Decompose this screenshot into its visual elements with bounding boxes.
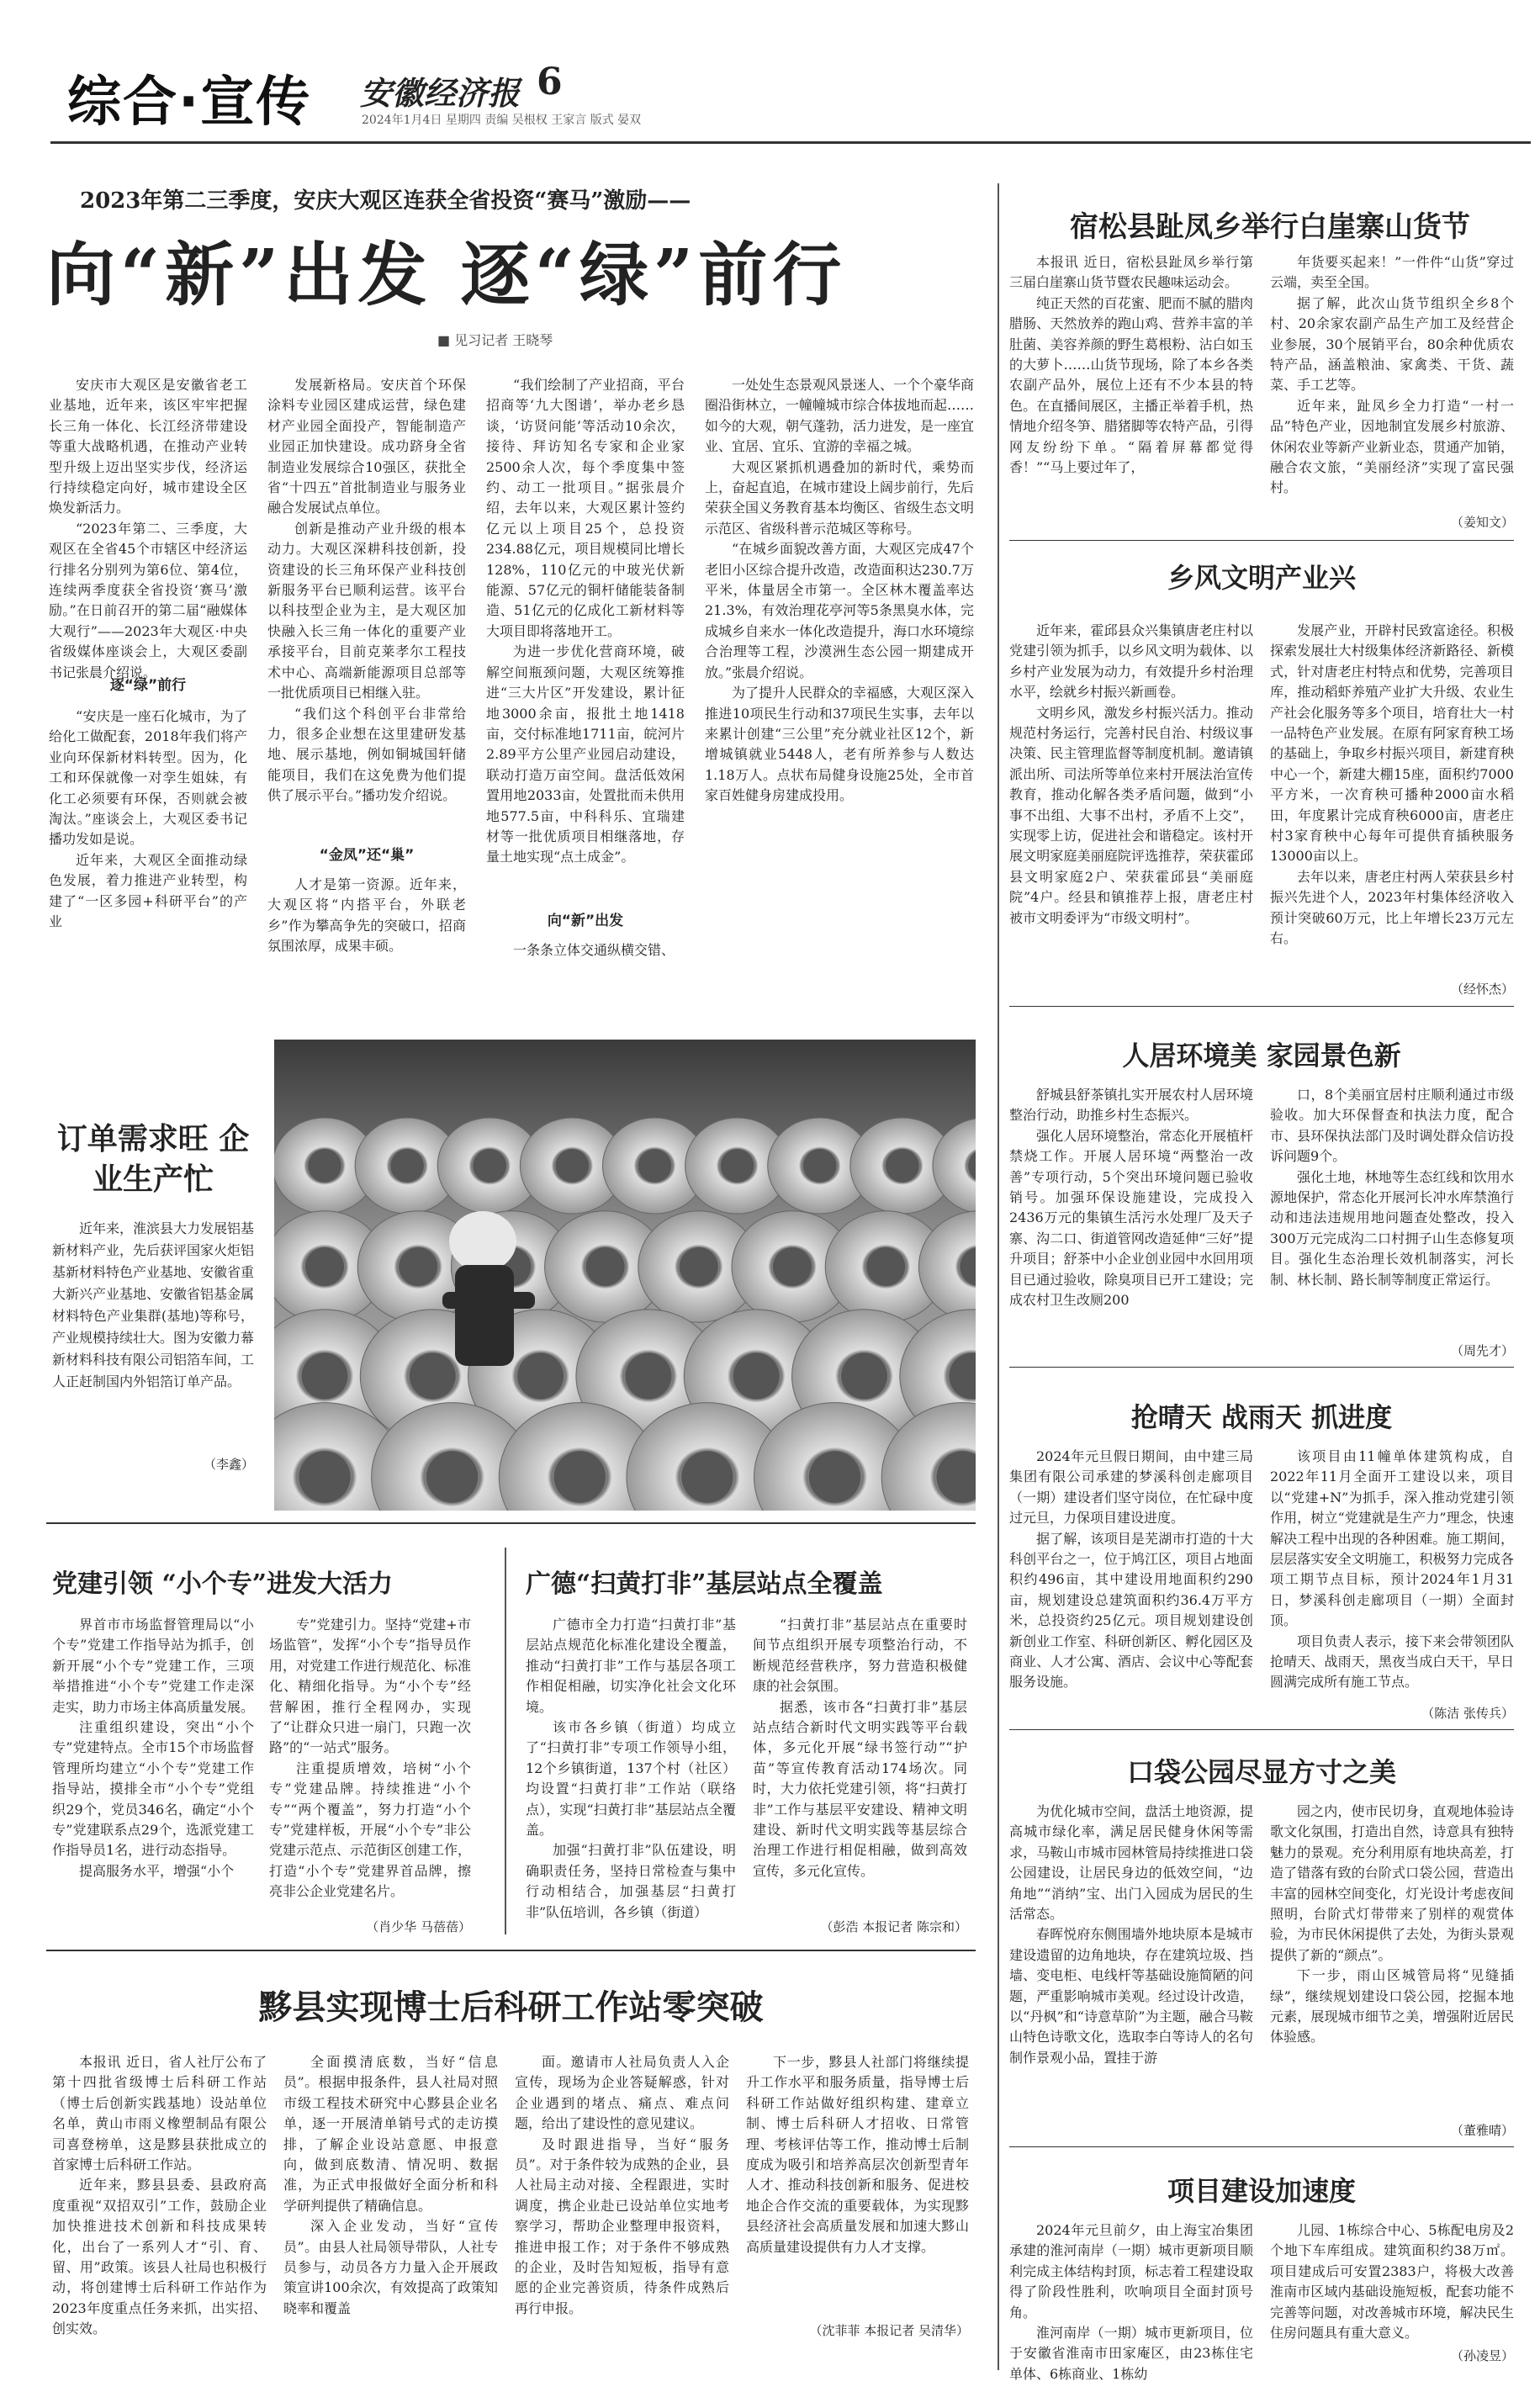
coil-core <box>305 1247 344 1286</box>
lead-col3b: 一条条立体交通纵横交错、 <box>513 942 675 958</box>
r6-col1: 2024年元旦前夕，由上海宝冶集团承建的淮河南岸（一期）城市更新项目顺利完成主体结构封顶，标志着工程建设取得了阶段性胜利，吹响项目全面封顶号角。 淮河南岸（一期）城市更新项目，位于安徽省淮南市田家庵区，由23栋住宅单体、6栋商业、1栋幼 <box>1009 2222 1253 2382</box>
r2-title: 乡风文明产业兴 <box>1167 562 1356 594</box>
coil-core <box>308 1149 341 1183</box>
r1-col2: 年货要买起来！”一件件“山货”穿过云端，卖至全国。 据了解，此次山货节组织全乡8个村、20余家农副产品生产加工及经营企业参展，30个展销平台，80余种优质农特产品，涵盖粮油、家禽类、干货、蔬菜、手工艺等。 近年来，趾凤乡全力打造“一村一品”特色产业，因地制宜发展乡村旅游、休闲农业等新产业新业态，贯通产加销，融合农文旅，“美丽经济”实现了富民强村。 <box>1270 254 1514 496</box>
lead-title: 向“新”出发 逐“绿”前行 <box>46 235 847 315</box>
photo-byline: （李鑫） <box>203 1457 254 1472</box>
r3-col1: 舒城县舒茶镇扎实开展农村人居环境整治行动，助推乡村生态振兴。 强化人居环境整治，常态化开展植杆禁烧工作。开展人居环境“两整治一改善”专项行动，5个突出环境问题已验收销号。加强环保设施建设，完成投入2436万元的集镇生活污水处理厂及天子寨、沟二口、街道管网改造延伸“三好”提升项目；舒茶中小企业创业园中水回用项目已通过验收，除臭项目已开工建设；完成农村卫生改厕200 <box>1009 1087 1253 1309</box>
coil-core <box>473 1149 506 1183</box>
masthead-rule <box>50 141 1531 144</box>
dateline: 2024年1月4日 星期四 责编 吴根权 王家言 版式 晏双 <box>362 114 642 127</box>
coil-core <box>803 1149 837 1183</box>
r5-col2: 园之内，使市民切身，直观地体验诗歌文化氛围，打造出自然，诗意具有独特魅力的景观。充分利用原有地块高差，打造了错落有致的台阶式口袋公园，营造出丰富的园林空间变化，灯光设计考虑夜间照明，台阶式灯带带来了别样的观赏体验，为市民休闲提供了去处，为街头景观提供了新的“颜点”。 下一步，雨山区城管局将“见缝插绿”，继续规划建设口袋公园，挖掘本地元素，展现城市细节之美，增强附近居民体验感。 <box>1270 1803 1514 2045</box>
lead-sub1: 逐“绿”前行 <box>109 677 187 694</box>
coil-core <box>586 1247 625 1286</box>
page-number: 6 <box>537 61 563 103</box>
r1-title: 宿松县趾凤乡举行白崖寨山货节 <box>1070 210 1470 244</box>
coil-core <box>410 1352 456 1399</box>
coil-core <box>886 1149 919 1183</box>
coil-core <box>554 1451 606 1502</box>
b1-col2: 专”党建引力。坚持“党建+市场监管”，发挥“小个专”指导员作用，对党建工作进行规范化、标准化、精细化指导。为“小个专”经营解困，推行全程网办，实现了“让群众只进一扇门，只跑一次路”的“一站式”服务。 注重提质增效，培树“小个专”党建品牌。持续推进“小个专”“两个覆盖”，努力打造“小个专”党建样板，开展“小个专”非公党建示范点、示范街区创建工作，打造“小个专”党建界首品牌，擦亮非公企业党建名片。 <box>269 1617 472 1900</box>
coil-core <box>556 1149 590 1183</box>
lead-byline: ■ 见习记者 王晓琴 <box>437 332 553 348</box>
coil-core <box>733 1352 780 1399</box>
right-divider <box>998 183 999 2370</box>
r1-col1: 本报讯 近日，宿松县趾凤乡举行第三届白崖寨山货节暨农民趣味运动会。 纯正天然的百花蜜、肥而不腻的腊肉腊肠、天然放养的跑山鸡、营养丰富的羊肚菌、美容养颜的野生葛根粉、沾白如玉的大萝卜……山货节现场，除了本乡各类农副产品外，展位上还有不少本县的特色。在直播间展区，主播正举着手机，热情地介绍冬笋、腊猪脚等农特产品，引得网友纷纷下单。“隔着屏幕都觉得香！”“马上要过年了， <box>1009 254 1253 476</box>
r2-rule <box>1009 1006 1514 1007</box>
lead-sub3: 向“新”出发 <box>547 913 624 929</box>
r2-col2: 发展产业，开辟村民致富途径。积极探索发展壮大村级集体经济新路径、新模式，针对唐老庄村特点和优势，完善项目库，推动稻虾养殖产业扩大升级、农业生产社会化服务等多个项目，培育壮大一村一品特色产业发展。在原有阿家育秧工场的基础上，争取乡村振兴项目，新建育秧中心一个，新建大棚15座，面积约7000平方米，一次育秧可播种2000亩水稻田，年度累计完成育秧6000亩，唐老庄村3家育秧中心每年可提供育插秧服务13000亩以上。 去年以来，唐老庄村两人荣获县乡村振兴先进个人，2023年村集体经济收入预计突破60万元，比上年增长23万元左右。 <box>1270 622 1514 947</box>
photo-caption: 近年来，淮滨县大力发展铝基新材料产业，先后获评国家火炬铝基新材料特色产业基地、安徽省重大新兴产业基地、安徽省铝基金属材料特色产业集群(基地)等称号，产业规模持续壮大。图为安徽力幕新材料科技有限公司铝箔车间，工人正赶制国内外铝箔订单产品。 <box>52 1220 255 1389</box>
lead-col2b: 人才是第一资源。近年来，大观区将“内搭平台，外联老乡”作为攀高争先的突破口，招商氛围浓厚，成果丰硕。 <box>267 876 466 955</box>
b1-title: 党建引领 “小个专”进发大活力 <box>52 1569 393 1599</box>
coil-core <box>773 1247 812 1286</box>
bottom-rule-mid <box>46 1950 976 1951</box>
b3-byline: （沈菲菲 本报记者 吴清华） <box>809 2323 969 2338</box>
paper-name: 安徽经济报 <box>360 74 521 112</box>
r3-byline: （周先才） <box>1450 1343 1514 1358</box>
r4-byline: （陈洁 张传兵） <box>1421 1706 1514 1721</box>
coil-core <box>680 1247 718 1286</box>
lead-col3: “我们绘制了产业招商，平台招商等‘九大图谱’，举办老乡恳谈，‘访贤问能’等活动10余次，接待、拜访知名专家和企业家2500余人次，每个季度集中签约、动工一批项目。”据张晨介绍，去年以来，大观区累计签约亿元以上项目25个，总投资234.88亿元，项目规模同比增长128%，110亿元的中玻光伏新能源、57亿元的铜杆储能装备制造、51亿元的亿成化工新材料等大项目即将落地开工。 为进一步优化营商环境，破解空间瓶颈问题，大观区统筹推进“三大片区”开发建设，累计征地3000余亩，报批土地1418亩，交付标准地1711亩，皖河片2.89平方公里产业园启动建设，联动打造万亩空间。盘活低效闲置用地2033亩，处置批而未供用地577.5亩，中科科乐、宜瑞建材等一批优质项目相继落地，存量土地实现“点土成金”。 <box>486 377 685 865</box>
r3-title: 人居环境美 家园景色新 <box>1122 1040 1401 1072</box>
lead-kicker: 2023年第二三季度，安庆大观区连获全省投资“赛马”激励—— <box>80 188 691 214</box>
lead-col1: 安庆市大观区是安徽省老工业基地，近年来，该区牢牢把握长三角一体化、长江经济带建设等重大战略机遇，在推动产业转型升级上迈出坚实步伐，经济运行持续稳定向好，城市建设全区焕发新活力。 “2023年第二、三季度，大观区在全省45个市辖区中经济运行排名分别列为第6位、第4位，连续两季度获全省投资‘赛马’激励。”在日前召开的第二届“融媒体大观行”——2023年大观区·中央省级媒体座谈会上，大观区委副书记张晨介绍说。 <box>49 377 247 680</box>
b2-byline: （彭浩 本报记者 陈宗和） <box>820 1919 967 1934</box>
coil-core <box>517 1352 564 1399</box>
b2-col2: “扫黄打非”基层站点在重要时间节点组织开展专项整治行动，不断规范经营秩序，努力营造积极健康的社会氛围。 据悉，该市各“扫黄打非”基层站点结合新时代文明实践等平台载体，多元化开展“绿书签行动”“护苗”等宣传教育活动174场次。同时，大力依托党建引领，将“扫黄打非”工作与基层平安建设、精神文明建设、新时代文明实践等基层综合治理工作进行相促相融，做到高效宣传，多元化宣传。 <box>753 1617 967 1879</box>
lead-col2: 发展新格局。安庆首个环保涂料专业园区建成运营，绿色建材产业园全面投产，智能制造产业园正加快建设。成功跻身全省制造业发展综合10强区，获批全省“十四五”首批制造业与服务业融合发展试点单位。 创新是推动产业升级的根本动力。大观区深耕科技创新，投资建设的长三角环保产业科技创新服务平台已顺利运营。该平台以科技型企业为主，是大观区加快融入长三角一体化的重要产业承接平台，目前克莱孝尔工程技术中心、高端新能源项目总部等一批优质项目已相继入驻。 “我们这个科创平台非常给力，很多企业想在这里建研发基地、展示基地，例如铜城国轩储能项目，我们在这免费为他们提供了展示平台。”播功发介绍说。 <box>267 377 466 804</box>
photo-title: 订单需求旺 企业生产忙 <box>56 1121 250 1197</box>
coil-core <box>681 1451 733 1502</box>
coil-core <box>426 1451 478 1502</box>
coil-core <box>809 1451 860 1502</box>
lead-col4: 一处处生态景观风景迷人、一个个豪华商圈沿街林立，一幢幢城市综合体拔地而起……如今的大观，朝气蓬勃，活力进发，是一座宜业、宜居、宜乐、宜游的幸福之城。 大观区紧抓机遇叠加的新时代，乘势而上，奋起直追，在城市建设上阔步前行，先后荣获全国义务教育基本均衡区、省级生态文明示范区、省级科普示范城区等称号。 “在城乡面貌改善方面，大观区完成47个老旧小区综合提升改造，改造面积达230.7万平米，体量居全市第一。全区林木覆盖率达21.3%，有效治理花亭河等5条黑臭水体，完成城乡自来水一体化改造提升，海口水环境综合治理等工程，沙漠洲生态公园一期建成开放。”张晨介绍说。 为了提升人民群众的幸福感，大观区深入推进10项民生行动和37项民生实事，去年以来累计创建“三公里”充分就业社区12个，新增城镇就业5448人，老有所养参与人数达1.18万人。点状布局健身设施25处，全市首家百姓健身房建成投用。 <box>705 377 975 804</box>
r4-col1: 2024年元旦假日期间，由中建三局集团有限公司承建的梦溪科创走廊项目（一期）建设者们坚守岗位，在忙碌中度过元旦，力保项目建设进度。 据了解，该项目是芜湖市打造的十大科创平台之一，位于鸠江区，项目占地面积约496亩，其中建设用地面积约290亩，规划建设总建筑面积约36.4万平方米，总投资约25亿元。项目规划建设创新创业工作室、科研创新区、孵化园区及商业、人才公寓、酒店、会议中心等配套服务设施。 <box>1009 1448 1253 1691</box>
b3-col1: 本报讯 近日，省人社厅公布了第十四批省级博士后科研工作站（博士后创新实践基地）设站单位名单，黄山市雨义橡塑制品有限公司喜登榜单，这是黟县获批成立的首家博士后科研工作站。 近年来，黟县县委、县政府高度重视“双招双引”工作，鼓励企业加快推进技术创新和科技成果转化，出台了一系列人才“引、育、留、用”政策。该县人社局也积极行动，将创建博士后科研工作站作为2023年度重点任务来抓，出实招、创实效。 <box>52 2054 267 2337</box>
r3-col2: 口，8个美丽宜居村庄顺利通过市级验收。加大环保督查和执法力度，配合市、县环保执法部门及时调处群众信访投诉问题9个。 强化土地，林地等生态红线和饮用水源地保护，常态化开展河长冲水库禁渔行动和违法违规用地问题查处整改，投入300万元完成沟二口村拥子山生态修复项目。强化生态治理长效机制落实，河长制、林长制、路长制等制度正常运行。 <box>1270 1087 1514 1288</box>
r5-col1: 为优化城市空间，盘活土地资源，提高城市绿化率，满足居民健身休闲等需求，马鞍山市城市园林管局持续推进口袋公园建设，让居民身边的低效空间，“边角地”“消纳”宝、出门入园成为居民的生活常态。 春晖悦府东侧围墙外地块原本是城市建设遗留的边角地块，存在建筑垃圾、挡墙、变电柜、电线杆等基础设施简陋的问题，严重影响城市美观。经过设计改造，以“丹枫”和“诗意草阶”为主题，融合马鞍山特色诗歌文化，选取李白等诗人的名句制作景观小品，置挂于游 <box>1009 1803 1253 2066</box>
r6-title: 项目建设加速度 <box>1167 2175 1356 2207</box>
coil-core <box>399 1247 437 1286</box>
b1-byline: （肖少华 马蓓蓓） <box>366 1919 471 1934</box>
r1-byline: （姜知文） <box>1450 515 1514 530</box>
bottom-rule-top <box>46 1522 976 1524</box>
masthead <box>50 49 1480 141</box>
r4-rule <box>1009 1729 1514 1730</box>
section-title: 综合·宣传 <box>67 71 312 134</box>
coil-core <box>638 1149 672 1183</box>
coil-core <box>721 1149 754 1183</box>
r4-col2: 该项目由11幢单体建筑构成，自2022年11月全面开工建设以来，项目以“党建+N”为抓手，深入推动党建引领作用，树立“党建就是生产力”理念，快速解决工程中出现的各种困难。施工期间，层层落实安全文明施工，积极努力完成各项工期节点目标，预计2024年1月31日，梦溪科创走廊项目（一期）全面封顶。 项目负责人表示，接下来会带领团队抢晴天、战雨天，黑夜当成白天干，早日圆满完成所有施工节点。 <box>1270 1448 1514 1691</box>
b3-title: 黟县实现博士后科研工作站零突破 <box>258 1987 764 2027</box>
r2-byline: （经怀杰） <box>1450 982 1514 997</box>
lead-sub2: “金凤”还“巢” <box>319 847 415 864</box>
r2-col1: 近年来，霍邱县众兴集镇唐老庄村以党建引领为抓手，以乡风文明为载体、以乡村产业发展为动力，有效提升乡村治理水平，绘就乡村振兴新画卷。 文明乡风，激发乡村振兴活力。推动规范村务运行，完善村民自治、村级议事决策、民主管理监督等制度机制。邀请镇派出所、司法所等单位来村开展法治宣传教育，推动化解各类矛盾问题，做到“小事不出组、大事不出村，矛盾不上交”，实现零上访，促进社会和谐稳定。该村开展文明家庭美丽庭院评选推荐，荣获霍邱县文明家庭2户、荣获霍邱县“美丽庭院”4户。经县和镇推荐上报，唐老庄村被市文明委评为“市级文明村”。 <box>1009 622 1253 926</box>
r6-col2: 儿园、1栋综合中心、5栋配电房及2个地下车库组成。建筑面积约38万㎡。项目建成后可安置2383户，将极大改善淮南市区域内基础设施短板，配套功能不完善等问题，对改善城市环境，解决民生住房问题具有重大意义。 <box>1270 2222 1514 2342</box>
b2-col1: 广德市全力打造“扫黄打非”基层站点规范化标准化建设全覆盖，推动“扫黄打非”工作与基层各项工作相促相融，切实净化社会文化环境。 该市各乡镇（街道）均成立了“扫黄打非”专项工作领导小组，12个乡镇街道，137个村（社区）均设置“扫黄打非”工作站（联络点），实现“扫黄打非”基层站点全覆盖。 加强“扫黄打非”队伍建设，明确职责任务，坚持日常检查与集中行动相结合，加强基层“扫黄打非”队伍培训，各乡镇（街道） <box>526 1617 736 1920</box>
r6-byline: （孙凌昱） <box>1450 2348 1514 2363</box>
lead-col1b: “安庆是一座石化城市，为了给化工做配套，2018年我们将产业向环保新材料转型。因为，化工和环保就像一对孪生姐妹，有化工必须要有环保，否则就会被淘汰。”座谈会上，大观区委书记播功发如是说。 近年来，大观区全面推动绿色发展，着力推进产业转型，构建了“一区多园+科研平台”的产业 <box>49 708 247 930</box>
coil-core <box>301 1352 347 1399</box>
coil-core <box>625 1352 671 1399</box>
coil-core <box>299 1451 350 1502</box>
coil-core <box>866 1247 905 1286</box>
r5-rule <box>1009 2146 1514 2147</box>
r3-rule <box>1009 1367 1514 1368</box>
coil-core <box>390 1149 424 1183</box>
b3-col4: 下一步，黟县人社部门将继续提升工作水平和服务质量，指导博士后科研工作站做好组织构建、建章立制、博士后科研人才招收、日常管理、考核评估等工作，推动博士后制度成为吸引和培养高层次创新型青年人才、推动科技创新和服务、促进校地企合作交流的重要载体，为实现黟县经济社会高质量发展和加速大黟山高质量建设提供有力人才支撑。 <box>746 2054 969 2255</box>
r4-title: 抢晴天 战雨天 抓进度 <box>1130 1401 1393 1433</box>
b2-title: 广德“扫黄打非”基层站点全覆盖 <box>526 1569 883 1599</box>
photo-image <box>274 1040 976 1511</box>
r5-byline: （董雅晴） <box>1450 2123 1514 2138</box>
b3-col3: 面。邀请市人社局负责人入企宣传，现场为企业答疑解惑，针对企业遇到的堵点、痛点、难点问题，给出了建设性的意见建议。 及时跟进指导，当好“服务员”。对于条件较为成熟的企业，县人社局主动对接、全程跟进，实时调度，携企业赴已设站单位实地考察学习，帮助企业整理申报资料，推进申报工作；对于条件不够成熟的企业，及时告知短板，指导有意愿的企业完善资质，待条件成熟后再行申报。 <box>515 2054 729 2316</box>
coil-core <box>841 1352 887 1399</box>
b1-col1: 界首市市场监督管理局以“小个专”党建工作指导站为抓手，创新开展“小个专”党建工作，三项举措推进“小个专”党建工作走深走实，助力市场主体高质量发展。 注重组织建设，突出“小个专”党建特点。全市15个市场监督管理所均建立“小个专”党建工作指导站，摸排全市“小个专”党组织29个，党员346名，确定“小个专”党建联系点29个，选派党建工作指导员1名，进行动态指导。 提高服务水平，增强“小个 <box>52 1617 255 1879</box>
r5-title: 口袋公园尽显方寸之美 <box>1126 1756 1396 1788</box>
bottom-divider <box>505 1548 506 1934</box>
b3-col2: 全面摸清底数，当好“信息员”。根据申报条件，县人社局对照市级工程技术研究中心黟县企业名单，逐一开展清单销号式的走访摸排，了解企业设站意愿、申报意向，做到底数清、情况明、数据准，为正式申报做好全面分析和科学研判提供了精确信息。 深入企业发动，当好“宣传员”。由县人社局领导带队，人社专员参与，动员各方力量入企开展政策宣讲100余次，有效提高了政策知晓率和覆盖 <box>283 2054 498 2316</box>
r1-rule <box>1009 540 1514 541</box>
